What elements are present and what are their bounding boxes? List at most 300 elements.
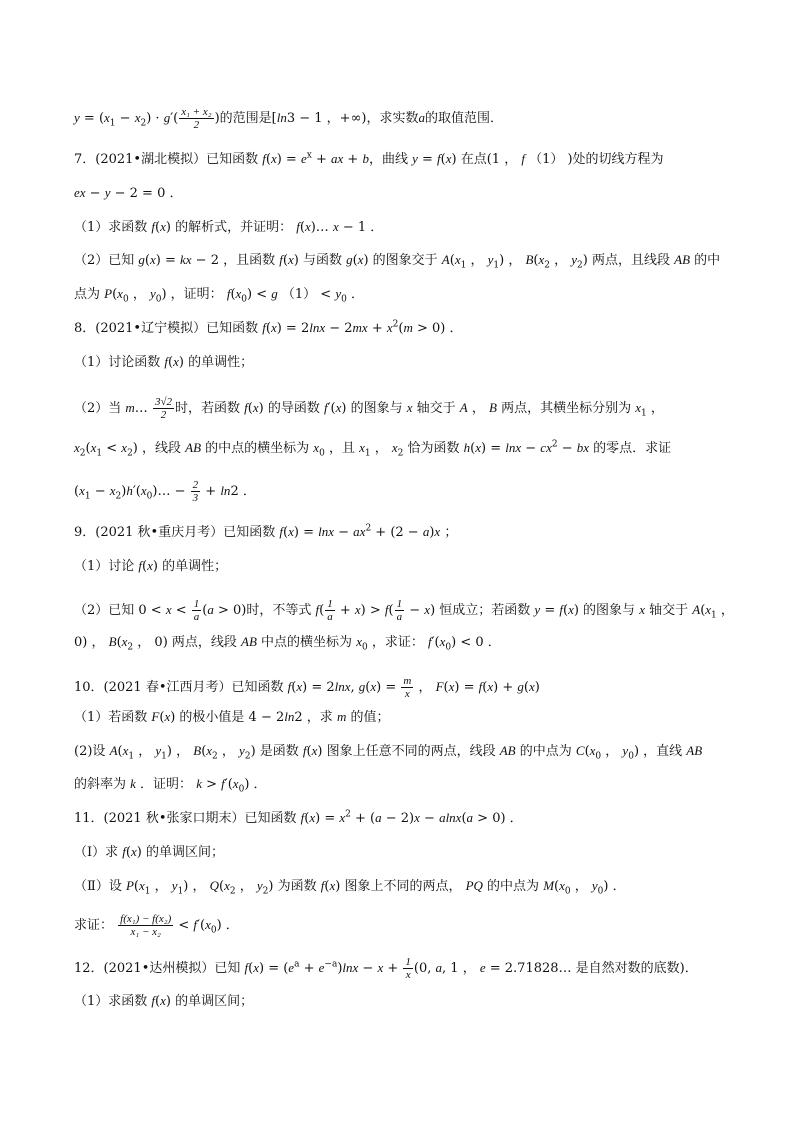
math-symbol: A <box>109 743 118 758</box>
subscript: 1 <box>144 886 151 897</box>
text-run: = <box>540 603 560 618</box>
math-symbol: f <box>320 878 325 893</box>
math-symbol: x <box>439 634 446 649</box>
math-symbol: ex <box>74 185 86 200</box>
text-run: ， 0) 两点，线段 <box>133 635 242 650</box>
fraction <box>118 913 173 938</box>
subscript: 0 <box>210 925 217 936</box>
math-symbol: lnx <box>342 960 359 975</box>
math-symbol: x <box>160 993 166 1008</box>
text-run: + <box>201 484 221 499</box>
math-symbol: y <box>171 878 178 893</box>
text-run: ( <box>449 253 455 268</box>
superscript: 2 <box>365 523 372 534</box>
text-run: ( <box>265 152 271 167</box>
text-run: − <box>521 441 541 456</box>
math-symbol: alnx <box>439 810 462 825</box>
math-symbol: x <box>173 354 179 369</box>
math-symbol: f <box>151 219 156 234</box>
text-run: ， <box>414 680 436 695</box>
math-symbol: x <box>139 878 145 893</box>
text-run: ( <box>133 879 139 894</box>
math-symbol: x <box>357 252 364 267</box>
text-run: ( <box>112 287 118 302</box>
text-run: （1） < <box>277 287 336 302</box>
text-run: > 0) ． <box>412 321 463 336</box>
text-run: ( <box>299 220 305 235</box>
math-symbol: k <box>130 776 136 791</box>
text-run: ( <box>304 811 310 826</box>
math-symbol: x <box>130 844 137 859</box>
text-run: ′( <box>224 777 233 792</box>
text-run: （2）当 <box>74 401 126 416</box>
math-symbol: f <box>226 286 231 301</box>
text-run: ( <box>85 441 91 456</box>
math-symbol: x <box>109 483 116 498</box>
text-line <box>74 251 734 270</box>
text-run: ， <box>646 401 664 416</box>
subscript: 0 <box>341 294 347 305</box>
fraction-denominator: x <box>405 969 411 981</box>
subscript: 2 <box>140 118 147 129</box>
math-symbol: x <box>252 400 259 415</box>
text-run: ( <box>306 744 312 759</box>
text-run: ， <box>466 253 488 268</box>
math-symbol: f <box>244 400 248 415</box>
math-symbol: x <box>559 878 565 893</box>
text-run: ) 的单调区间； <box>165 994 254 1009</box>
math-symbol: AB <box>686 743 703 758</box>
math-symbol: e <box>479 960 486 975</box>
text-run: ) ，直线 <box>633 744 687 759</box>
subscript: 0 <box>241 294 248 305</box>
superscript: 2 <box>392 319 399 330</box>
math-symbol: g <box>517 679 524 694</box>
text-run: （1） )处的切线方程为 <box>524 152 664 167</box>
math-symbol: a <box>375 810 382 825</box>
subscript: 1 <box>711 610 717 621</box>
text-run: > <box>201 777 222 792</box>
text-run: (0, <box>413 961 436 976</box>
subscript: 1 <box>84 491 91 502</box>
math-symbol: y <box>622 743 629 758</box>
text-run: ( <box>155 994 161 1009</box>
text-run: ) 的单调区间； <box>136 845 224 860</box>
text-run: ( <box>324 879 330 894</box>
text-run: 2 ，求 <box>294 710 337 725</box>
text-run: （1）求函数 <box>74 994 152 1009</box>
text-run: ) = <box>293 525 319 540</box>
text-run: ( <box>159 710 165 725</box>
text-run: , 1 ， <box>442 961 480 976</box>
math-symbol: g <box>271 286 278 301</box>
text-run: ( <box>155 220 161 235</box>
text-run: （1）讨论函数 <box>74 355 165 370</box>
text-run: ) ． <box>603 879 626 894</box>
math-symbol: P <box>125 878 134 893</box>
math-symbol: x <box>164 709 171 724</box>
fraction <box>153 396 174 421</box>
text-run: 两点，其横坐标分别为 <box>496 401 636 416</box>
text-run: ( <box>248 961 254 976</box>
math-symbol: f <box>151 993 156 1008</box>
text-run: ) ，证明： <box>161 287 227 302</box>
text-run: （Ⅱ）设 <box>74 879 126 894</box>
math-symbol: h <box>126 483 133 498</box>
subscript: 2 <box>115 491 122 502</box>
text-run: ) = <box>276 152 301 167</box>
math-symbol: bx <box>576 440 590 455</box>
fraction-numerator: 3√2 <box>154 396 172 408</box>
problem-12-line <box>74 956 734 981</box>
math-symbol: Q <box>209 878 220 893</box>
math-symbol: f <box>193 917 198 932</box>
text-run: ) < <box>247 287 272 302</box>
text-run: ， <box>570 879 592 894</box>
fraction-denominator: a <box>327 611 333 623</box>
text-run: ， <box>550 253 572 268</box>
math-symbol: x <box>313 440 320 455</box>
math-symbol: y <box>256 878 263 893</box>
text-run: ) = <box>454 680 479 695</box>
math-symbol: f <box>279 524 283 539</box>
math-symbol: f <box>164 354 169 369</box>
math-symbol: M <box>543 878 555 893</box>
text-run: ， <box>235 879 257 894</box>
text-line <box>74 396 734 421</box>
fraction <box>403 956 413 981</box>
text-run: − <box>333 525 354 540</box>
fraction <box>192 598 202 623</box>
math-symbol: x <box>147 558 153 573</box>
math-symbol: a <box>418 110 425 125</box>
math-symbol: y <box>155 743 162 758</box>
text-run: − <box>85 186 105 201</box>
superscript: 2 <box>345 809 351 820</box>
text-run: ( <box>352 253 358 268</box>
text-run: ) ． <box>244 777 267 792</box>
text-run: ， <box>128 287 150 302</box>
text-run: ( <box>388 603 394 618</box>
math-symbol: x <box>134 110 141 125</box>
fraction-numerator: 2 <box>192 479 199 491</box>
text-run: < <box>102 441 122 456</box>
text-run: − 2 = 0 ． <box>110 186 183 201</box>
math-symbol: x <box>377 960 384 975</box>
text-run: ( <box>562 603 569 618</box>
math-symbol: x <box>454 252 461 267</box>
text-run: ( <box>202 603 208 618</box>
text-run: （1）若函数 <box>74 710 152 725</box>
text-run: ( <box>117 744 123 759</box>
math-symbol: x <box>356 634 362 649</box>
math-symbol: AB <box>499 743 516 758</box>
text-run: ( <box>461 811 467 826</box>
math-symbol: f <box>427 634 432 649</box>
text-run: ( <box>365 680 371 695</box>
text-run: ) = 2 <box>276 321 310 336</box>
text-run: ) <box>534 680 540 695</box>
text-run: ， <box>601 744 623 759</box>
math-symbol: g <box>358 679 366 694</box>
math-symbol: x <box>79 483 85 498</box>
text-line <box>74 775 734 794</box>
text-run: ( <box>440 152 446 167</box>
math-symbol: x <box>253 960 259 975</box>
text-run: = 2.71828… 是自然对数的底数)． <box>485 961 698 976</box>
text-run: ( <box>230 287 236 302</box>
text-run: 点为 <box>74 287 105 302</box>
fraction <box>325 598 335 623</box>
text-line <box>74 877 734 896</box>
text-run: − 2) <box>381 811 415 826</box>
math-symbol: x <box>121 634 128 649</box>
text-run: + <box>311 152 331 167</box>
math-symbol: f <box>315 602 320 617</box>
text-run: ( <box>116 635 122 650</box>
subscript: 1 <box>460 260 467 271</box>
text-run: ( <box>554 879 560 894</box>
text-run: ，曲线 <box>368 152 413 167</box>
text-run: ′( <box>132 484 141 499</box>
math-symbol: e <box>318 960 325 975</box>
math-symbol: x <box>287 252 294 267</box>
math-symbol: f <box>221 776 225 791</box>
text-run: − <box>115 111 135 126</box>
fraction-numerator: 1 <box>396 598 403 610</box>
text-run: − <box>419 811 440 826</box>
math-symbol: B <box>489 400 497 415</box>
text-run: > 0)时，不等式 <box>213 603 316 618</box>
subscript: 1 <box>161 751 167 762</box>
text-run: ( <box>291 680 297 695</box>
math-symbol: m <box>336 709 347 724</box>
text-run: > 0) ． <box>473 811 523 826</box>
math-symbol: y <box>239 743 245 758</box>
text-run: ，且 <box>324 441 360 456</box>
text-run: 轴交于 <box>412 401 460 416</box>
math-symbol: f <box>262 151 266 166</box>
math-symbol: x <box>487 679 494 694</box>
subscript: 0 <box>146 491 153 502</box>
text-run: ) 图象上不同的两点， <box>335 879 466 894</box>
math-symbol: y <box>412 151 418 166</box>
text-run: （1）讨论 <box>74 559 139 574</box>
math-symbol: F <box>151 709 160 724</box>
math-symbol: g <box>138 252 145 267</box>
math-symbol: B <box>108 634 117 649</box>
text-line <box>74 557 734 576</box>
math-symbol: x <box>589 743 596 758</box>
math-symbol: lnx <box>318 524 334 539</box>
math-symbol: y <box>534 602 541 617</box>
math-symbol: x <box>104 110 110 125</box>
math-symbol: AB <box>185 440 202 455</box>
subscript: 1 <box>109 118 116 129</box>
math-symbol: g <box>163 110 171 125</box>
math-symbol: lnx <box>505 440 522 455</box>
subscript: 2 <box>127 448 133 459</box>
math-symbol: a <box>466 810 474 825</box>
subscript: 1 <box>641 408 647 419</box>
subscript: 0 <box>155 294 162 305</box>
text-run: ， <box>217 744 240 759</box>
text-run: ) 的单调性； <box>178 355 254 370</box>
math-symbol: f <box>138 558 143 573</box>
text-run: 求证： <box>74 918 118 933</box>
text-line <box>74 106 734 131</box>
text-run: ( <box>142 559 148 574</box>
math-symbol: b <box>362 151 369 166</box>
subscript: 2 <box>577 260 583 271</box>
text-run: 2 ． <box>230 484 256 499</box>
text-run: ) 恒成立；若函数 <box>430 603 535 618</box>
math-symbol: x <box>635 400 641 415</box>
math-symbol: f <box>287 679 292 694</box>
math-symbol: x <box>445 151 452 166</box>
text-run: ( <box>201 744 207 759</box>
subscript: 2 <box>212 751 218 762</box>
math-symbol: x <box>74 440 80 455</box>
text-run: + <box>367 321 387 336</box>
math-symbol: f <box>122 844 126 859</box>
math-symbol: x <box>296 679 303 694</box>
fraction-numerator: m <box>403 675 412 687</box>
problem-11-line <box>74 809 734 828</box>
text-run: 的取值范围． <box>424 111 503 126</box>
subscript: 1 <box>364 448 371 459</box>
subscript: 2 <box>127 642 134 653</box>
math-symbol: x <box>140 483 147 498</box>
text-run: ) 与函数 <box>293 253 347 268</box>
text-run: ) 的图象交于 <box>363 253 442 268</box>
text-run: ( <box>533 253 539 268</box>
math-symbol: kx <box>180 252 192 267</box>
problem-9-line <box>74 523 734 542</box>
text-run: 的零点．求证 <box>589 441 672 456</box>
math-symbol: lnx <box>309 320 326 335</box>
math-symbol: x <box>370 679 377 694</box>
subscript: 1 <box>96 448 103 459</box>
math-symbol: ax <box>353 524 366 539</box>
fraction-numerator: 1 <box>405 956 411 968</box>
text-line <box>74 742 734 761</box>
math-symbol: B <box>193 743 202 758</box>
math-symbol: P <box>104 286 113 301</box>
text-run: ； <box>440 525 458 540</box>
math-symbol: ln <box>220 483 231 498</box>
subscript: 0 <box>595 751 602 762</box>
text-run: ( <box>247 401 253 416</box>
math-symbol: x <box>270 151 277 166</box>
text-line <box>74 992 734 1011</box>
math-symbol: lnx <box>334 679 351 694</box>
text-run: + ( <box>350 811 376 826</box>
math-symbol: x <box>311 743 318 758</box>
math-symbol: AB <box>674 252 691 267</box>
text-run: ) 的极小值是 4 − 2 <box>170 710 285 725</box>
text-run: 的中 <box>690 253 721 268</box>
text-run: ， <box>150 879 172 894</box>
text-run: ′( <box>327 401 336 416</box>
math-symbol: y <box>335 286 342 301</box>
text-run: 7．(2021•湖北模拟）已知函数 <box>74 152 263 167</box>
text-run: ( <box>74 484 80 499</box>
superscript: a <box>294 959 300 970</box>
math-symbol: x <box>705 602 712 617</box>
math-symbol: x <box>528 679 535 694</box>
math-symbol: a <box>207 602 214 617</box>
text-run: ) = <box>481 441 506 456</box>
text-run: ( <box>700 603 706 618</box>
math-symbol: f <box>384 602 389 617</box>
fraction-denominator: x₁ − x₂ <box>130 926 161 938</box>
math-symbol: f <box>244 960 249 975</box>
text-run: … <box>134 401 152 416</box>
math-symbol: m <box>125 400 135 415</box>
text-run: ( <box>125 845 131 860</box>
math-symbol: A <box>692 602 701 617</box>
text-line <box>74 439 734 458</box>
text-run: ) 是函数 <box>250 744 303 759</box>
fraction <box>395 598 405 623</box>
math-symbol: a <box>422 524 430 539</box>
text-run: ) = 2 <box>302 680 335 695</box>
text-run: ( <box>282 253 288 268</box>
math-symbol: f <box>279 252 283 267</box>
math-symbol: x <box>406 400 413 415</box>
math-symbol: C <box>575 743 585 758</box>
text-run: ) ， <box>499 253 526 268</box>
text-run: ) ， <box>166 744 194 759</box>
text-run: < <box>171 603 191 618</box>
fraction-denominator: 2 <box>160 409 167 421</box>
problem-7-line <box>74 150 734 169</box>
text-run: ) <box>429 525 435 540</box>
text-run: ( <box>584 744 590 759</box>
text-run: + <box>299 961 319 976</box>
math-symbol: f <box>262 320 266 335</box>
math-symbol: F <box>435 679 444 694</box>
text-run: 的中点为 <box>482 879 544 894</box>
text-run: ) = <box>315 811 340 826</box>
math-symbol: f <box>437 151 441 166</box>
text-run: ) = <box>376 680 401 695</box>
subscript: 1 <box>493 260 500 271</box>
fraction-denominator: 3 <box>192 492 199 504</box>
text-run: ( <box>219 879 225 894</box>
math-symbol: mx <box>352 320 368 335</box>
text-run: ， <box>370 441 392 456</box>
fraction-numerator: 1 <box>193 598 200 610</box>
fraction-numerator: 1 <box>327 598 333 610</box>
math-symbol: x <box>90 440 97 455</box>
math-symbol: x <box>414 810 420 825</box>
text-run: ) 的导函数 <box>258 401 324 416</box>
text-run: ) = ( <box>258 961 289 976</box>
superscript: −a <box>324 959 338 970</box>
text-run: + <box>343 152 363 167</box>
math-symbol: x <box>335 400 342 415</box>
math-symbol: x <box>386 320 393 335</box>
text-run: ) 的单调性； <box>152 559 228 574</box>
text-run: ′( <box>197 918 206 933</box>
fraction-denominator: x <box>404 688 410 700</box>
text-run: ) ， <box>183 879 210 894</box>
text-run: = <box>417 152 438 167</box>
text-run: ′( <box>170 111 179 126</box>
math-symbol: x <box>639 602 645 617</box>
